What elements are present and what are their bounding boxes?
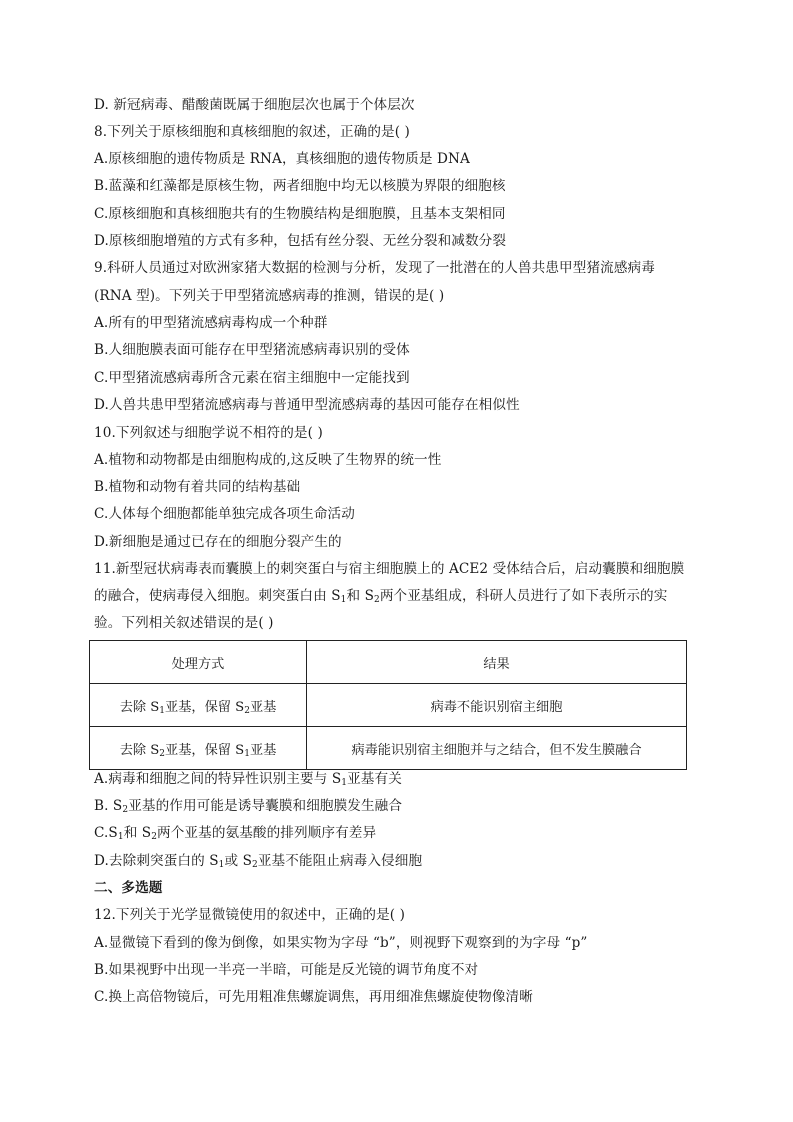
question-11-line3: 验。下列相关叙述错误的是( ) bbox=[94, 615, 274, 631]
question-9-line1: 9.科研人员通过对欧洲家猪大数据的检测与分析，发现了一批潜在的人兽共患甲型猪流感病毒 bbox=[94, 260, 655, 276]
option-8b: B.蓝藻和红藻都是原核生物，两者细胞中均无以核膜为界限的细胞核 bbox=[94, 178, 506, 194]
option-8d: D.原核细胞增殖的方式有多种，包括有丝分裂、无丝分裂和减数分裂 bbox=[94, 233, 507, 249]
question-8: 8.下列关于原核细胞和真核细胞的叙述，正确的是( ) bbox=[94, 124, 410, 140]
experiment-table bbox=[89, 640, 687, 770]
table-cell-result: 病毒能识别宿主细胞并与之结合，但不发生膜融合 bbox=[307, 727, 687, 770]
option-9b: B.人细胞膜表面可能存在甲型猪流感病毒识别的受体 bbox=[94, 342, 410, 358]
option-10d: D.新细胞是通过已存在的细胞分裂产生的 bbox=[94, 534, 342, 550]
table-row bbox=[90, 684, 687, 727]
table-row bbox=[90, 727, 687, 770]
table-cell-treatment: 去除 $S_1$亚基，保留 $S_2$亚基 bbox=[90, 684, 307, 727]
table-header-cell: 处理方式 bbox=[90, 641, 307, 684]
option-8c: C.原核细胞和真核细胞共有的生物膜结构是细胞膜，且基本支架相同 bbox=[94, 206, 506, 222]
option-8a: A.原核细胞的遗传物质是 RNA，真核细胞的遗传物质是 DNA bbox=[94, 151, 470, 167]
option-11b: B. $S_2$亚基的作用可能是诱导囊膜和细胞膜发生融合 bbox=[94, 798, 403, 815]
option-11d: D.去除刺突蛋白的 $S_1$或 $S_2$亚基不能阻止病毒入侵细胞 bbox=[94, 853, 423, 870]
option-12c: C.换上高倍物镜后，可先用粗准焦螺旋调焦，再用细准焦螺旋使物像清晰 bbox=[94, 989, 533, 1005]
section-title: 二、多选题 bbox=[94, 880, 163, 896]
option-7d: D. 新冠病毒、醋酸菌既属于细胞层次也属于个体层次 bbox=[94, 97, 415, 113]
option-10c: C.人体每个细胞都能单独完成各项生命活动 bbox=[94, 506, 355, 522]
option-10b: B.植物和动物有着共同的结构基础 bbox=[94, 479, 301, 495]
question-12: 12.下列关于光学显微镜使用的叙述中，正确的是( ) bbox=[94, 907, 406, 923]
option-11a: A.病毒和细胞之间的特异性识别主要与 $S_1$亚基有关 bbox=[94, 771, 402, 788]
option-12a: A.显微镜下看到的像为倒像，如果实物为字母 “b”，则视野下观察到的为字母 “p” bbox=[94, 935, 588, 951]
option-9d: D.人兽共患甲型猪流感病毒与普通甲型流感病毒的基因可能存在相似性 bbox=[94, 397, 520, 413]
option-12b: B.如果视野中出现一半亮一半暗，可能是反光镜的调节角度不对 bbox=[94, 962, 479, 978]
question-10: 10.下列叙述与细胞学说不相符的是( ) bbox=[94, 425, 323, 441]
question-9-line2: (RNA 型)。下列关于甲型猪流感病毒的推测，错误的是( ) bbox=[94, 288, 445, 304]
table-cell-result: 病毒不能识别宿主细胞 bbox=[307, 684, 687, 727]
table-cell-treatment: 去除 $S_2$亚基，保留 $S_1$亚基 bbox=[90, 727, 307, 770]
table-header-row bbox=[90, 641, 687, 684]
option-11c: $C.S_1$和 $S_2$两个亚基的氨基酸的排列顺序有差异 bbox=[94, 825, 377, 842]
option-9c: C.甲型猪流感病毒所含元素在宿主细胞中一定能找到 bbox=[94, 370, 410, 386]
question-11-line1: 11.新型冠状病毒表而囊膜上的刺突蛋白与宿主细胞膜上的 ACE2 受体结合后，启动囊膜和细胞膜 bbox=[94, 561, 685, 577]
option-10a: A.植物和动物都是由细胞构成的,这反映了生物界的统一性 bbox=[94, 452, 442, 468]
option-9a: A.所有的甲型猪流感病毒构成一个种群 bbox=[94, 315, 328, 331]
table-header-cell: 结果 bbox=[307, 641, 687, 684]
question-11-line2: 的融合，使病毒侵入细胞。刺突蛋白由 $S_1$和 $S_2$两个亚基组成，科研人员进行了如下表所示的实 bbox=[94, 588, 668, 605]
